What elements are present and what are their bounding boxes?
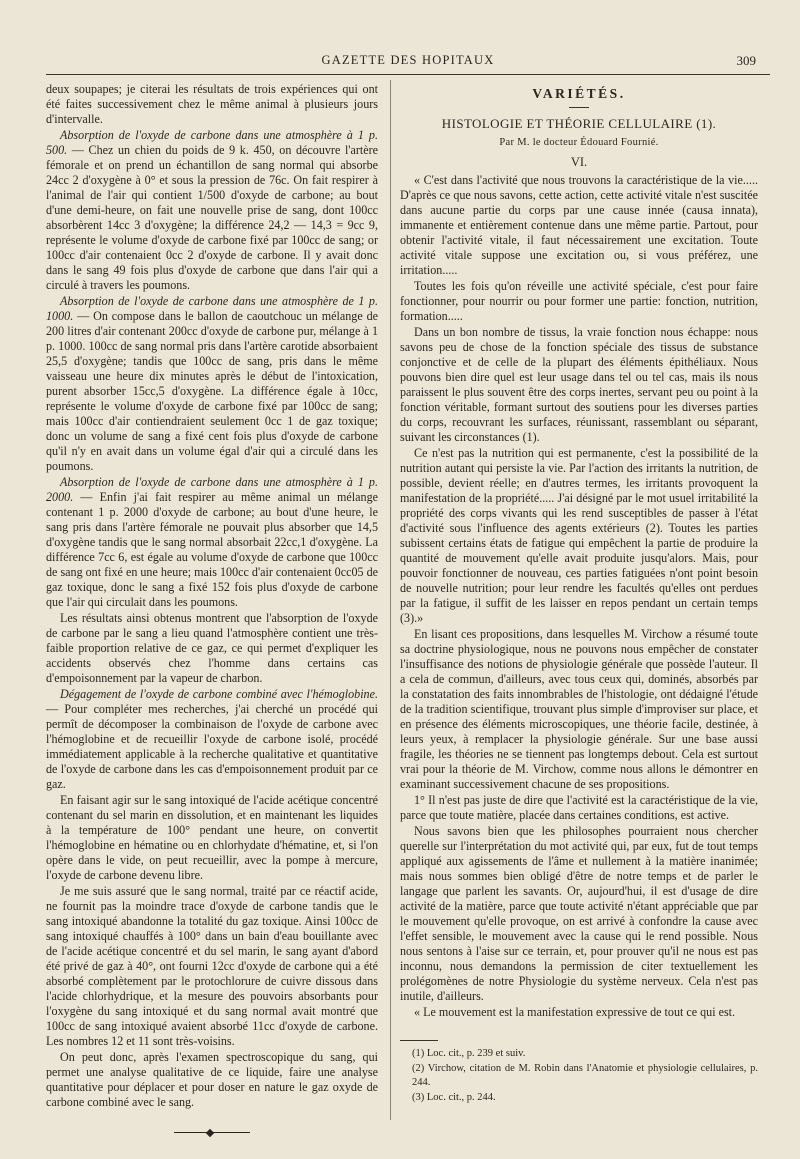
paragraph-heading: Dégagement de l'oxyde de carbone combiné avec l'hémoglobine. <box>60 687 378 701</box>
paragraph <box>46 884 378 1049</box>
paragraph-heading: Absorption de l'oxyde de carbone dans une atmosphère à 1 p. 500. <box>46 128 378 157</box>
paragraph <box>46 294 378 474</box>
article-separator <box>174 1132 250 1133</box>
paragraph-text: — Pour compléter mes recherches, j'ai cherché un procédé qui permît de décomposer la combinaison de l'oxyde de carbone avec l'hémoglobine et de recueillir l'oxyde de carbone isolé, procédé immédiatement applicable à la recherche qualitative et quantitative de l'oxyde de carbone dans les cas d'empoisonnement produit par ce gaz. <box>46 702 378 791</box>
journal-title: GAZETTE DES HOPITAUX <box>321 53 495 67</box>
right-column <box>400 82 758 1105</box>
paragraph-text: Je me suis assuré que le sang normal, traité par ce réactif acide, ne fournit pas la moindre trace d'oxyde de carbone tandis que le sang intoxiqué abandonne la totalité du gaz toxique. Ainsi 100cc de sang intoxiqué chauffés à 100° dans un bain d'eau bouillante avec de l'acide acétique concentré et du sel marin, le sang ayant d'abord été privé de gaz à 40°, ont fourni 12cc d'oxyde de carbone qui a été absorbé complètement par le protochlorure de cuivre dissous dans l'acide chlorhydrique, et la mesure des pouvoirs absorbants pour l'oxygène du sang intoxiqué et du sang normal avait montré que 100cc de sang intoxiqué avaient absorbé 11cc d'oxyde de carbone. Les nombres 12 et 11 sont très-voisins. <box>46 884 378 1048</box>
footnote: (1) Loc. cit., p. 239 et suiv. <box>412 1048 526 1059</box>
paragraph <box>46 611 378 686</box>
paragraph: En lisant ces propositions, dans lesquelles M. Virchow a résumé toute sa doctrine physiologique, nous ne pouvons nous empêcher de constater l'insuffisance des notions de physiologie générale que possède l'auteur. Il a cela de commun, d'ailleurs, avec tous ceux qui, dominés, absorbés par la constatation des faits innombrables de l'histologie, ont dédaigné l'étude de la tradition scientifique, trouvant plus simple d'improviser sur place, et en présence des éléments microscopiques, une théorie facile, destinée, à leurs yeux, à remplacer la physiologie générale. Sur une base aussi fragile, les théories ne se tiennent pas longtemps debout. Cela est surtout vrai pour la théorie de M. Virchow, comme nous allons le démontrer en examinant successivement chacune de ses propositions. <box>400 627 758 791</box>
paragraph <box>46 475 378 610</box>
header-rule <box>46 74 770 75</box>
paragraph: « C'est dans l'activité que nous trouvons la caractéristique de la vie..... D'après ce que nous savons, cette action, cette activité vitale n'est suscitée dans aucune partie du corps par une cause innée (causa innata), immanente et entièrement contenue dans une même partie. Partout, pour obtenir l'activité vitale, il faut nécessairement une excitation. Toute activité vitale suppose une excitation ou, si vous préférez, une irritation..... <box>400 173 758 277</box>
paragraph-text: — Chez un chien du poids de 9 k. 450, on découvre l'artère fémorale et on prend un échantillon de sang normal qui absorbe 24cc 2 d'oxygène à 0° et sous la pression de 76c. On fait respirer à l'animal de l'air qui contient 1/500 d'oxyde de carbone; au bout d'une demi-heure, on fait une nouvelle prise de sang, dont 100cc absorbèrent 14cc 3 d'oxygène; la différence 24,2 — 14,3 = 9cc 9, représente le volume d'oxyde de carbone fixé par 100cc de sang; or 100cc d'air contenaient 0cc 2 d'oxyde de carbone. Il y avait donc dans le sang 49 fois plus d'oxyde de carbone que dans l'air qui a circulé à travers les poumons. <box>46 143 378 292</box>
page-number: 309 <box>736 53 756 68</box>
paragraph-text: On peut donc, après l'examen spectroscopique du sang, qui permet une analyse qualitative de ce liquide, faire une analyse quantitative pour déplacer et pour doser en nature le gaz oxyde de carbone combiné avec le sang. <box>46 1050 378 1109</box>
chapter-number: VI. <box>570 155 588 169</box>
paragraph-text: Les résultats ainsi obtenus montrent que l'absorption de l'oxyde de carbone par le sang a lieu quand l'atmosphère contient une très-faible proportion relative de ce gaz, ce qui permet d'expliquer les accidents observés chez l'homme dans certains cas d'empoisonnement par la vapeur de charbon. <box>46 611 378 685</box>
paragraph: 1° Il n'est pas juste de dire que l'activité est la caractéristique de la vie, parce que toute matière, placée dans certaines conditions, est active. <box>400 793 758 822</box>
paragraph <box>46 1050 378 1110</box>
section-rule <box>569 107 589 108</box>
column-divider <box>390 80 391 1120</box>
paragraph: « Le mouvement est la manifestation expressive de tout ce qui est. <box>414 1005 736 1019</box>
paragraph: Ce n'est pas la nutrition qui est permanente, c'est la possibilité de la nutrition autant qui persiste la vie. Par l'action des irritants la nutrition, de possible, devient réelle; en d'autres termes, les irritants provoquent la manifestation de la propriété..... J'ai désigné par le mot usuel irritabilité la propriété des corps vivants qui les rend susceptibles de passer à l'état d'activité sous l'influence des agents extérieurs (2). Toutes les parties subissent certains états de fatigue qui empêchent la partie de produire la quantité de mouvement qu'elle avait produite jusqu'alors. Mais, pour pouvoir fonctionner de nouveau, ces parties fatiguées n'ont point besoin de nouvelle nutrition; pour leur rendre les facultés qu'elles ont perdues par la fatigue, il suffit de les laisser en repos pendant un certain temps (3).» <box>400 446 758 625</box>
section-heading: VARIÉTÉS. <box>532 86 626 101</box>
paragraph-heading: Absorption de l'oxyde de carbone dans une atmosphère à 1 p. 2000. <box>46 475 378 504</box>
paragraph-text: deux soupapes; je citerai les résultats de trois expériences qui ont été faites successivement chez le même animal à plusieurs jours d'intervalle. <box>46 82 378 126</box>
paragraph-heading: Absorption de l'oxyde de carbone dans une atmosphère de 1 p. 1000. <box>46 294 378 323</box>
paragraph <box>46 82 378 127</box>
footnote: (3) Loc. cit., p. 244. <box>412 1092 496 1103</box>
paragraph: Toutes les fois qu'on réveille une activité spéciale, c'est pour faire fonctionner, pour nourrir ou pour former une partie: fonction, nutrition, formation..... <box>400 279 758 323</box>
page-header <box>46 50 770 72</box>
paragraph-text: En faisant agir sur le sang intoxiqué de l'acide acétique concentré contenant du sel marin en dissolution, et en maintenant les liquides à la température de 100° pendant une heure, on convertit l'hémoglobine en hématine ou en chlorhydate d'hématine, et, si l'on opère dans le vide, on peut recueillir, avec la pompe à mercure, l'oxyde de carbone devenu libre. <box>46 793 378 882</box>
footnote: (2) Virchow, citation de M. Robin dans l'Anatomie et physiologie cellulaires, p. 244. <box>412 1063 758 1088</box>
article-title: HISTOLOGIE ET THÉORIE CELLULAIRE (1). <box>441 116 717 131</box>
paragraph <box>46 687 378 792</box>
paragraph-text: — Enfin j'ai fait respirer au même animal un mélange contenant 1 p. 2000 d'oxyde de carbone; au bout d'une heure, le sang pris dans l'artère fémorale ne pouvait plus absorber que 14,5 d'oxygène tandis que le sang normal absorbait 22cc,1 d'oxygène. La différence 7cc 6, est égale au volume d'oxyde de carbone que 100cc de sang ont fixé en une heure; mais 100cc d'air contenaient 0cc05 de gaz toxique, donc le sang a fixé 152 fois plus d'oxyde de carbone que l'air qui circulait dans les poumons. <box>46 490 378 609</box>
paragraph: Dans un bon nombre de tissus, la vraie fonction nous échappe: nous savons peu de chose de la fonction spéciale des tissus de substance conjonctive et de celle de la plupart des éléments épithéliaux. Nous pouvons bien dire quel est leur usage dans tel ou tel cas, mais ils nous paraissent le plus souvent être des corps inertes, servant peu ou point à la fonction véritable, formant surtout des soutiens pour les diverses parties du corps, recouvrant les surfaces, réunissant, rassemblant ou séparant, suivant les circonstances (1). <box>400 325 758 444</box>
paragraph-text: — On compose dans le ballon de caoutchouc un mélange de 200 litres d'air contenant 200cc d'oxyde de carbone pur, mélange à 1 p. 1000. 100cc de sang normal pris dans l'artère carotide absorbaient 25,5 d'oxygène; tandis que 100cc de sang, pris dans le même vaisseau une heure dix minutes après le début de l'intoxication, purent absorber 15cc,5 d'oxygène. La différence égale à 10cc, représente le volume d'oxyde de carbone fixé par 100cc de sang; mais 100cc d'air contiendraient seulement 0cc 1 de gaz toxique; donc un volume de sang a fixé cent fois plus d'oxyde de carbone qu'il n'y en avait dans un volume égal d'air qui a circulé dans les poumons. <box>46 309 378 473</box>
left-column <box>46 82 378 1133</box>
paragraph <box>46 793 378 883</box>
paragraph: Nous savons bien que les philosophes pourraient nous chercher querelle sur l'interprétation du mot activité qui, par eux, fut de tout temps appliqué aux agissements de l'âme et nullement à la matière inanimée; mais nous sommes bien obligé d'être de notre temps et de parler le langage que parlent les savants. Or, aujourd'hui, il est d'usage de dire activité de la matière, parce que toute activité n'étant appréciable que par le mouvement qu'elle provoque, on est arrivé à confondre la cause avec l'effet sensible, le mouvement avec la cause qui le rend possible. Nous nous sentons à l'aise sur ce terrain, et, pour prouver qu'il ne nous est pas inconnu, nous demandons la permission de citer textuellement les prolégomènes de notre Physiologie du système nerveux. Cela n'est pas inutile, d'ailleurs. <box>400 824 758 1003</box>
byline: Par M. le docteur Édouard Fournié. <box>499 137 659 148</box>
paragraph <box>46 128 378 293</box>
footnote-rule <box>400 1040 438 1041</box>
